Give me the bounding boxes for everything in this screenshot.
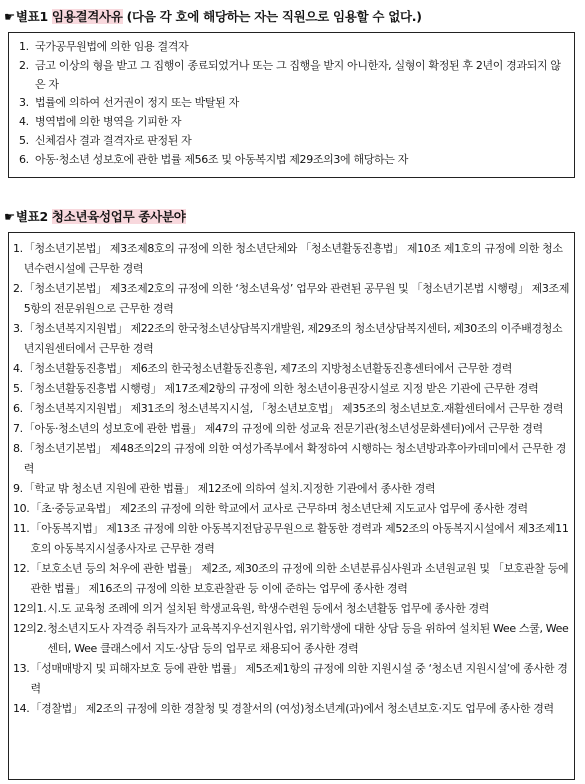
item-text: 「청소년활동진흥법 시행령」 제17조제2항의 규정에 의한 청소년이용권장시설로 지정 받은 기관에 근무한 경력 <box>23 382 539 395</box>
item-number: 6. <box>19 152 29 166</box>
item-text: 「학교 밖 청소년 지원에 관한 법률」 제12조에 의하여 설치.지정한 기관에서 종사한 경력 <box>23 482 436 495</box>
item-text: 「아동·청소년의 성보호에 관한 법률」 제47의 규정에 의한 성교육 전문기관(청소년성문화센터)에서 근무한 경력 <box>23 422 543 435</box>
item-number: 8. <box>13 442 23 455</box>
item-number: 12. <box>13 562 30 575</box>
table1-highlight-title: 임용결격사유 <box>51 9 123 24</box>
list-item <box>13 419 571 439</box>
list-item <box>19 38 570 57</box>
table2-heading <box>4 207 186 225</box>
item-text: 「초·중등교육법」 제2조의 규정에 의한 학교에서 교사로 근무하며 청소년단체 지도교사 업무에 종사한 경력 <box>30 502 528 515</box>
item-text: 「청소년복지지원법」 제31조의 청소년복지시설, 「청소년보호법」 제35조의 청소년보호.재활센터에서 근무한 경력 <box>23 402 564 415</box>
youth-work-field-list-box <box>8 232 575 780</box>
list-item <box>13 399 571 419</box>
item-number: 4. <box>13 362 23 375</box>
list-item <box>13 699 571 719</box>
item-text: 시.도 교육청 조례에 의거 설치된 학생교육원, 학생수련원 등에서 청소년활동 업무에 종사한 경력 <box>47 602 490 615</box>
list-item <box>19 57 570 95</box>
item-text: 국가공무원법에 의한 임용 결격자 <box>35 40 189 53</box>
item-number: 3. <box>13 322 23 335</box>
item-number: 1. <box>19 40 29 53</box>
list-item <box>13 359 571 379</box>
item-number: 6. <box>13 402 23 415</box>
item-number: 13. <box>13 662 30 675</box>
item-text: 법률에 의하여 선거권이 정지 또는 박탈된 자 <box>35 96 239 110</box>
item-text: 「아동복지법」 제13조 규정에 의한 아동복지전담공무원으로 활동한 경력과 제52조의 아동복지시설에서 제3조제11호의 아동복지시설종사자로 근무한 경력 <box>30 522 569 555</box>
item-number: 5. <box>19 133 29 147</box>
table2-label: 별표2 <box>15 209 48 224</box>
item-number: 14. <box>13 702 30 715</box>
list-item <box>13 239 571 279</box>
table2-highlight-title: 청소년육성업무 종사분야 <box>51 209 186 224</box>
item-number: 2. <box>13 282 23 295</box>
list-item <box>19 132 570 151</box>
list-item <box>13 499 571 519</box>
list-item <box>13 599 571 619</box>
list-item <box>13 379 571 399</box>
list-item <box>13 519 571 559</box>
table1-subtitle: (다음 각 호에 해당하는 자는 직원으로 임용할 수 없다.) <box>126 9 422 24</box>
item-number: 5. <box>13 382 23 395</box>
list-item <box>13 659 571 699</box>
item-number: 9. <box>13 482 23 495</box>
item-text: 「보호소년 등의 처우에 관한 법률」 제2조, 제30조의 규정에 의한 소년분류심사원과 소년원교원 및 「보호관찰 등에 관한 법률」 제16조의 규정에 의한 보호관찰관 등 이에 준하는 업무에 종사한 경력 <box>30 562 569 595</box>
list-item <box>13 319 571 359</box>
table1-label: 별표1 <box>15 9 48 24</box>
item-text: 청소년지도사 자격증 취득자가 교육복지우선지원사업, 위기학생에 대한 상담 등을 위하여 설치된 Wee 스쿨, Wee 센터, Wee 클래스에서 지도·상담 등의 업무로 채용되어 종사한 경력 <box>47 622 569 655</box>
item-number: 12의2. <box>13 622 47 635</box>
list-item <box>13 279 571 319</box>
item-text: 아동·청소년 성보호에 관한 법률 제56조 및 아동복지법 제29조의3에 해당하는 자 <box>35 152 408 166</box>
item-number: 10. <box>13 502 30 515</box>
item-text: 「청소년기본법」 제3조제2호의 규정에 의한 ‘청소년육성’ 업무와 관련된 공무원 및 「청소년기본법 시행령」 제3조제5항의 전문위원으로 근무한 경력 <box>23 282 570 315</box>
pointing-hand-icon: ☛ <box>4 9 15 24</box>
item-text: 「청소년복지지원법」 제22조의 한국청소년상담복지개발원, 제29조의 청소년상담복지센터, 제30조의 이주배경청소년지원센터에서 근무한 경력 <box>23 322 563 355</box>
pointing-hand-icon: ☛ <box>4 209 15 224</box>
item-text: 병역법에 의한 병역을 기피한 자 <box>35 115 182 129</box>
list-item <box>19 151 570 170</box>
item-text: 「청소년기본법」 제3조제8호의 규정에 의한 청소년단체와 「청소년활동진흥법」 제10조 제1호의 규정에 의한 청소년수련시설에 근무한 경력 <box>23 242 563 275</box>
item-number: 7. <box>13 422 23 435</box>
list-item <box>19 113 570 132</box>
item-number: 3. <box>19 96 29 110</box>
table1-heading <box>4 7 422 25</box>
item-text: 신체검사 결과 결격자로 판정된 자 <box>35 133 192 147</box>
item-number: 12의1. <box>13 602 47 615</box>
list-item <box>13 479 571 499</box>
item-text: 금고 이상의 형을 받고 그 집행이 종료되었거나 또는 그 집행을 받지 아니한자, 실형이 확정된 후 2년이 경과되지 않은 자 <box>35 58 561 91</box>
item-text: 「성매매방지 및 피해자보호 등에 관한 법률」 제5조제1항의 규정에 의한 지원시설 중 ‘청소년 지원시설’에 종사한 경력 <box>30 662 568 695</box>
list-item <box>13 619 571 659</box>
item-number: 1. <box>13 242 23 255</box>
list-item <box>13 559 571 599</box>
list-item <box>13 439 571 479</box>
item-number: 2. <box>19 58 29 72</box>
list-item <box>19 94 570 113</box>
item-number: 11. <box>13 522 30 535</box>
disqualification-list-box <box>8 32 575 178</box>
item-text: 「경찰법」 제2조의 규정에 의한 경찰청 및 경찰서의 (여성)청소년계(과)에서 청소년보호·지도 업무에 종사한 경력 <box>30 702 554 715</box>
item-number: 4. <box>19 115 29 129</box>
item-text: 「청소년활동진흥법」 제6조의 한국청소년활동진흥원, 제7조의 지방청소년활동진흥센터에서 근무한 경력 <box>23 362 513 375</box>
item-text: 「청소년기본법」 제48조의2의 규정에 의한 여성가족부에서 확정하여 시행하는 청소년방과후아카데미에서 근무한 경력 <box>23 442 567 475</box>
